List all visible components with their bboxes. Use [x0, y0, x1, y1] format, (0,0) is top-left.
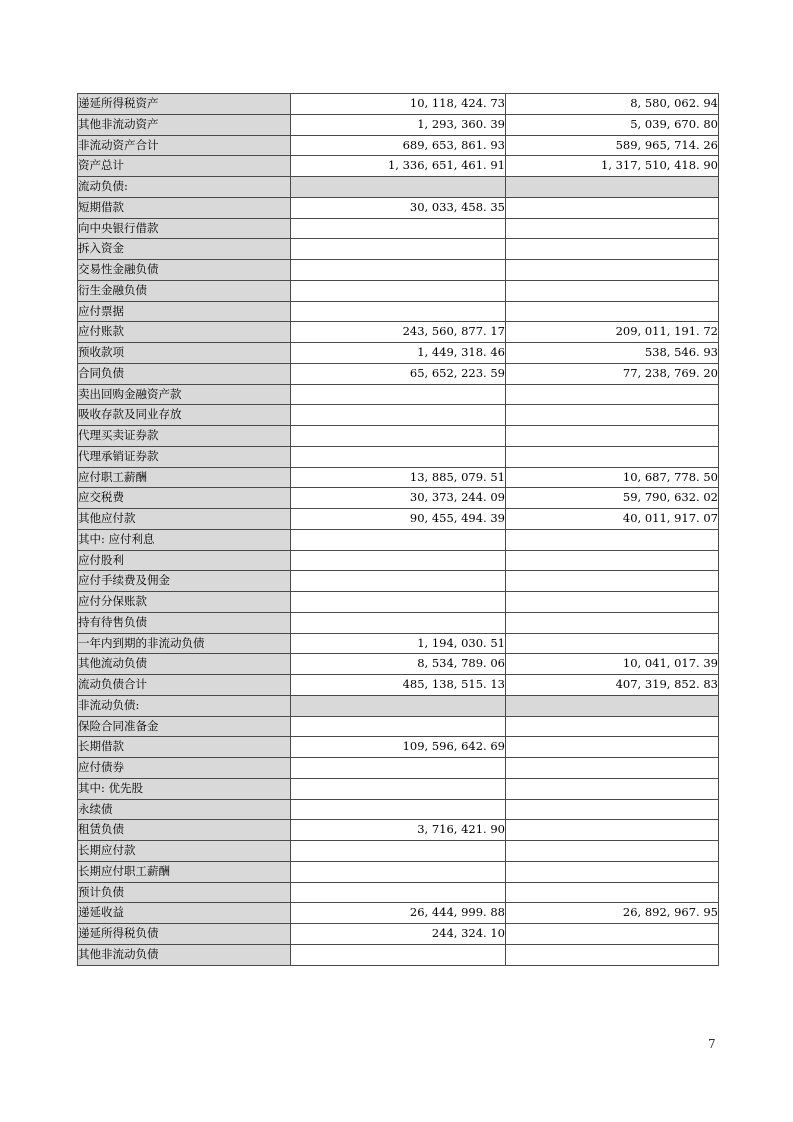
prior-period-amount-cell — [506, 426, 719, 447]
current-period-amount-cell: 485, 138, 515. 13 — [291, 675, 506, 696]
prior-period-amount-cell — [506, 778, 719, 799]
row-label-cell: 递延收益 — [78, 903, 291, 924]
row-label-cell: 非流动负债: — [78, 695, 291, 716]
prior-period-amount-cell — [506, 550, 719, 571]
current-period-amount-cell — [291, 550, 506, 571]
current-period-amount-cell: 10, 118, 424. 73 — [291, 94, 506, 115]
table-row — [78, 820, 719, 841]
prior-period-amount-cell — [506, 633, 719, 654]
current-period-amount-cell — [291, 446, 506, 467]
row-label-cell: 应付分保账款 — [78, 592, 291, 613]
prior-period-amount-cell — [506, 612, 719, 633]
row-label-cell: 预计负债 — [78, 882, 291, 903]
prior-period-amount-cell — [506, 799, 719, 820]
current-period-amount-cell — [291, 260, 506, 281]
table-row — [78, 322, 719, 343]
current-period-amount-cell — [291, 592, 506, 613]
prior-period-amount-cell — [506, 301, 719, 322]
current-period-amount-cell — [291, 695, 506, 716]
table-row — [78, 737, 719, 758]
table-row — [78, 861, 719, 882]
prior-period-amount-cell: 1, 317, 510, 418. 90 — [506, 156, 719, 177]
prior-period-amount-cell — [506, 695, 719, 716]
section-header-row — [78, 177, 719, 198]
row-label-cell: 应付票据 — [78, 301, 291, 322]
prior-period-amount-cell — [506, 758, 719, 779]
row-label-cell: 资产总计 — [78, 156, 291, 177]
row-label-cell: 合同负债 — [78, 363, 291, 384]
table-row — [78, 633, 719, 654]
balance-sheet-table — [77, 93, 719, 966]
table-row — [78, 944, 719, 965]
row-label-cell: 长期应付款 — [78, 841, 291, 862]
current-period-amount-cell: 3, 716, 421. 90 — [291, 820, 506, 841]
row-label-cell: 保险合同准备金 — [78, 716, 291, 737]
table-row — [78, 716, 719, 737]
row-label-cell: 短期借款 — [78, 197, 291, 218]
prior-period-amount-cell: 77, 238, 769. 20 — [506, 363, 719, 384]
table-row — [78, 94, 719, 115]
current-period-amount-cell: 30, 033, 458. 35 — [291, 197, 506, 218]
row-label-cell: 递延所得税负债 — [78, 924, 291, 945]
row-label-cell: 一年内到期的非流动负债 — [78, 633, 291, 654]
row-label-cell: 长期应付职工薪酬 — [78, 861, 291, 882]
current-period-amount-cell — [291, 218, 506, 239]
table-row — [78, 135, 719, 156]
row-label-cell: 吸收存款及同业存放 — [78, 405, 291, 426]
table-row — [78, 384, 719, 405]
prior-period-amount-cell — [506, 841, 719, 862]
prior-period-amount-cell: 407, 319, 852. 83 — [506, 675, 719, 696]
table-row — [78, 218, 719, 239]
table-row — [78, 239, 719, 260]
row-label-cell: 持有待售负债 — [78, 612, 291, 633]
current-period-amount-cell — [291, 426, 506, 447]
prior-period-amount-cell — [506, 446, 719, 467]
table-row — [78, 529, 719, 550]
prior-period-amount-cell — [506, 260, 719, 281]
current-period-amount-cell — [291, 841, 506, 862]
current-period-amount-cell — [291, 944, 506, 965]
prior-period-amount-cell — [506, 177, 719, 198]
current-period-amount-cell: 243, 560, 877. 17 — [291, 322, 506, 343]
prior-period-amount-cell — [506, 384, 719, 405]
table-row — [78, 343, 719, 364]
current-period-amount-cell — [291, 280, 506, 301]
row-label-cell: 拆入资金 — [78, 239, 291, 260]
table-row — [78, 426, 719, 447]
row-label-cell: 其他非流动负债 — [78, 944, 291, 965]
row-label-cell: 长期借款 — [78, 737, 291, 758]
row-label-cell: 流动负债: — [78, 177, 291, 198]
current-period-amount-cell — [291, 177, 506, 198]
row-label-cell: 卖出回购金融资产款 — [78, 384, 291, 405]
prior-period-amount-cell — [506, 571, 719, 592]
prior-period-amount-cell — [506, 197, 719, 218]
row-label-cell: 其他流动负债 — [78, 654, 291, 675]
current-period-amount-cell — [291, 612, 506, 633]
table-row — [78, 488, 719, 509]
balance-sheet-body — [78, 94, 719, 966]
row-label-cell: 应付职工薪酬 — [78, 467, 291, 488]
current-period-amount-cell: 1, 194, 030. 51 — [291, 633, 506, 654]
row-label-cell: 应交税费 — [78, 488, 291, 509]
row-label-cell: 代理承销证券款 — [78, 446, 291, 467]
prior-period-amount-cell — [506, 737, 719, 758]
table-row — [78, 592, 719, 613]
row-label-cell: 交易性金融负债 — [78, 260, 291, 281]
prior-period-amount-cell — [506, 924, 719, 945]
table-row — [78, 260, 719, 281]
current-period-amount-cell: 1, 293, 360. 39 — [291, 114, 506, 135]
table-row — [78, 446, 719, 467]
row-label-cell: 永续债 — [78, 799, 291, 820]
prior-period-amount-cell: 5, 039, 670. 80 — [506, 114, 719, 135]
table-row — [78, 758, 719, 779]
row-label-cell: 租赁负债 — [78, 820, 291, 841]
prior-period-amount-cell — [506, 592, 719, 613]
current-period-amount-cell: 109, 596, 642. 69 — [291, 737, 506, 758]
current-period-amount-cell: 30, 373, 244. 09 — [291, 488, 506, 509]
current-period-amount-cell — [291, 529, 506, 550]
row-label-cell: 其他非流动资产 — [78, 114, 291, 135]
current-period-amount-cell: 1, 449, 318. 46 — [291, 343, 506, 364]
current-period-amount-cell — [291, 405, 506, 426]
row-label-cell: 衍生金融负债 — [78, 280, 291, 301]
current-period-amount-cell — [291, 861, 506, 882]
row-label-cell: 代理买卖证券款 — [78, 426, 291, 447]
prior-period-amount-cell — [506, 716, 719, 737]
current-period-amount-cell — [291, 384, 506, 405]
row-label-cell: 应付股利 — [78, 550, 291, 571]
table-row — [78, 841, 719, 862]
prior-period-amount-cell: 209, 011, 191. 72 — [506, 322, 719, 343]
table-row — [78, 675, 719, 696]
prior-period-amount-cell: 59, 790, 632. 02 — [506, 488, 719, 509]
prior-period-amount-cell — [506, 529, 719, 550]
current-period-amount-cell — [291, 239, 506, 260]
row-label-cell: 非流动资产合计 — [78, 135, 291, 156]
row-label-cell: 应付手续费及佣金 — [78, 571, 291, 592]
row-label-cell: 预收款项 — [78, 343, 291, 364]
table-row — [78, 799, 719, 820]
prior-period-amount-cell — [506, 405, 719, 426]
prior-period-amount-cell — [506, 882, 719, 903]
current-period-amount-cell: 689, 653, 861. 93 — [291, 135, 506, 156]
prior-period-amount-cell: 10, 687, 778. 50 — [506, 467, 719, 488]
prior-period-amount-cell: 8, 580, 062. 94 — [506, 94, 719, 115]
current-period-amount-cell — [291, 716, 506, 737]
table-row — [78, 882, 719, 903]
row-label-cell: 应付债券 — [78, 758, 291, 779]
prior-period-amount-cell: 26, 892, 967. 95 — [506, 903, 719, 924]
table-row — [78, 467, 719, 488]
current-period-amount-cell — [291, 301, 506, 322]
row-label-cell: 流动负债合计 — [78, 675, 291, 696]
row-label-cell: 其中: 优先股 — [78, 778, 291, 799]
current-period-amount-cell: 1, 336, 651, 461. 91 — [291, 156, 506, 177]
current-period-amount-cell — [291, 882, 506, 903]
table-row — [78, 197, 719, 218]
table-row — [78, 550, 719, 571]
table-row — [78, 156, 719, 177]
row-label-cell: 递延所得税资产 — [78, 94, 291, 115]
table-row — [78, 509, 719, 530]
table-row — [78, 114, 719, 135]
table-row — [78, 571, 719, 592]
section-header-row — [78, 695, 719, 716]
prior-period-amount-cell — [506, 820, 719, 841]
prior-period-amount-cell: 538, 546. 93 — [506, 343, 719, 364]
current-period-amount-cell — [291, 778, 506, 799]
prior-period-amount-cell — [506, 239, 719, 260]
table-row — [78, 405, 719, 426]
page-number: 7 — [708, 1037, 716, 1051]
prior-period-amount-cell: 589, 965, 714. 26 — [506, 135, 719, 156]
current-period-amount-cell: 26, 444, 999. 88 — [291, 903, 506, 924]
table-row — [78, 654, 719, 675]
prior-period-amount-cell — [506, 280, 719, 301]
prior-period-amount-cell — [506, 944, 719, 965]
row-label-cell: 应付账款 — [78, 322, 291, 343]
prior-period-amount-cell — [506, 218, 719, 239]
current-period-amount-cell — [291, 758, 506, 779]
prior-period-amount-cell: 10, 041, 017. 39 — [506, 654, 719, 675]
table-row — [78, 280, 719, 301]
table-row — [78, 612, 719, 633]
current-period-amount-cell: 13, 885, 079. 51 — [291, 467, 506, 488]
current-period-amount-cell: 244, 324. 10 — [291, 924, 506, 945]
current-period-amount-cell — [291, 799, 506, 820]
row-label-cell: 其中: 应付利息 — [78, 529, 291, 550]
row-label-cell: 其他应付款 — [78, 509, 291, 530]
current-period-amount-cell — [291, 571, 506, 592]
prior-period-amount-cell — [506, 861, 719, 882]
table-row — [78, 363, 719, 384]
prior-period-amount-cell: 40, 011, 917. 07 — [506, 509, 719, 530]
current-period-amount-cell: 90, 455, 494. 39 — [291, 509, 506, 530]
table-row — [78, 301, 719, 322]
row-label-cell: 向中央银行借款 — [78, 218, 291, 239]
table-row — [78, 903, 719, 924]
table-row — [78, 924, 719, 945]
table-row — [78, 778, 719, 799]
current-period-amount-cell: 8, 534, 789. 06 — [291, 654, 506, 675]
current-period-amount-cell: 65, 652, 223. 59 — [291, 363, 506, 384]
